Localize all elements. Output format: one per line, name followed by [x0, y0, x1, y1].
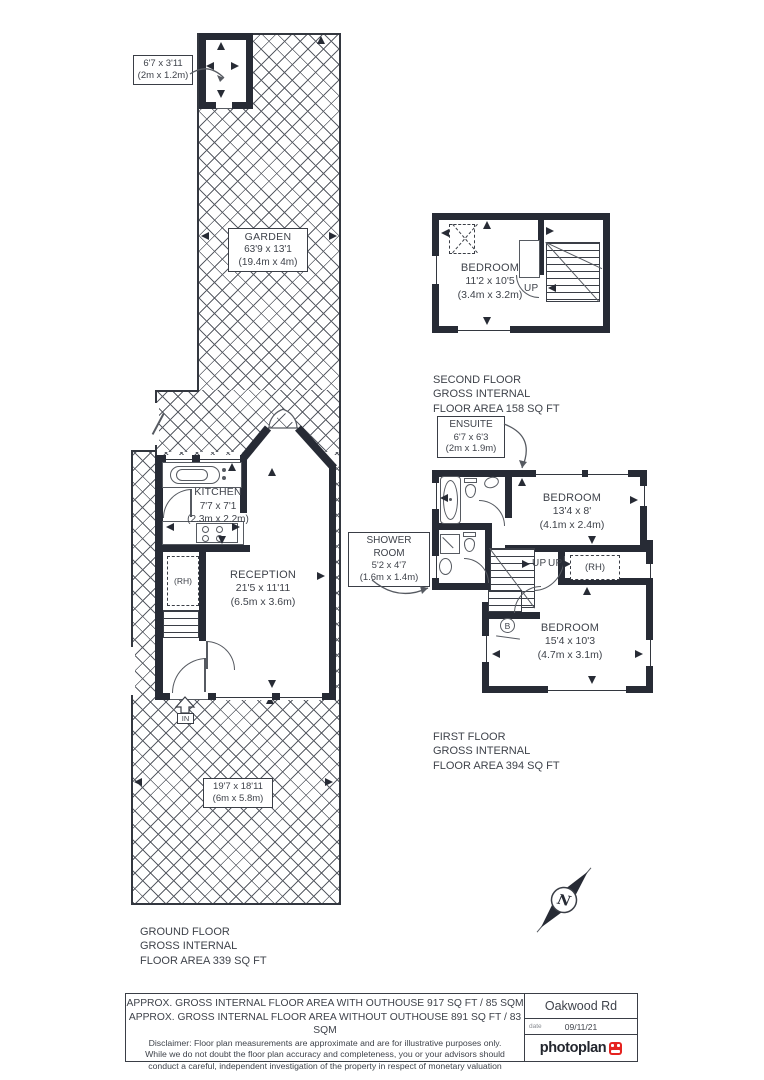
dimension-arrow: [483, 317, 491, 325]
bedroom-front-label: [512, 491, 632, 533]
up-label-second: UP: [524, 283, 539, 294]
ensuite-dims-ft: 6'7 x 6'3: [453, 431, 489, 443]
dimension-arrow: [329, 232, 337, 240]
footer-left: [126, 994, 524, 1071]
window: [216, 693, 272, 700]
front-garden-dims-m: (6m x 5.8m): [212, 792, 264, 804]
dimension-arrow: [231, 62, 239, 70]
dimension-arrow: [134, 778, 142, 786]
kitchen-name: KITCHEN: [194, 486, 242, 498]
footer-box: [125, 993, 638, 1071]
garden-dims-m: (19.4m x 4m): [238, 256, 298, 268]
hob-ring: [216, 526, 223, 533]
dimension-arrow: [217, 42, 225, 50]
bedroom-dims-m: (3.4m x 3.2m): [457, 288, 523, 301]
bedroom-dims-ft: 13'4 x 8': [552, 505, 592, 518]
caption-line: FLOOR AREA 394 SQ FT: [433, 759, 560, 772]
date-value: 09/11/21: [564, 1021, 598, 1032]
wall: [155, 455, 163, 700]
in-text: IN: [181, 714, 190, 723]
dimension-arrow: [218, 536, 226, 544]
dimension-arrow: [635, 650, 643, 658]
caption-line: GROSS INTERNAL: [140, 940, 238, 953]
garden-boundary-step1: [155, 390, 199, 392]
compass-icon: [522, 858, 606, 942]
garden-name: GARDEN: [244, 231, 292, 243]
dimension-arrow: [317, 36, 325, 44]
dimension-arrow: [492, 650, 500, 658]
disclaimer-line: Disclaimer: Floor plan measurements are approximate and are for illustrative purposes only.: [148, 1037, 502, 1048]
kitchen-sink-basin: [176, 469, 208, 481]
drain: [449, 498, 452, 501]
compass-north-label: N: [555, 891, 572, 911]
window: [646, 640, 653, 666]
outhouse-label: [133, 55, 193, 85]
rh-box-ground: [167, 556, 199, 606]
kitchen-dims-ft: 7'7 x 7'1: [199, 500, 237, 512]
dimension-arrow: [518, 478, 526, 486]
up-label-2: UP: [548, 558, 563, 569]
area-without-outhouse: APPROX. GROSS INTERNAL FLOOR AREA WITHOUT OUTHOUSE 891 SQ FT / 83 SQM: [128, 1011, 522, 1037]
window: [548, 686, 626, 693]
bedroom-dims-m: (4.1m x 2.4m): [539, 518, 605, 531]
bedroom-dims-m: (4.7m x 3.1m): [537, 648, 603, 661]
dimension-arrow: [441, 229, 449, 237]
dimension-arrow: [268, 680, 276, 688]
footer-right: [524, 994, 637, 1061]
basin: [439, 558, 452, 575]
window: [166, 455, 192, 462]
wall: [329, 464, 336, 700]
kitchen-dims-m: (2.3m x 2.2m): [187, 513, 249, 525]
area-with-outhouse: APPROX. GROSS INTERNAL FLOOR AREA WITH OUTHOUSE 917 SQ FT / 85 SQM: [126, 998, 524, 1009]
dimension-arrow: [217, 90, 225, 98]
window: [458, 326, 510, 333]
window: [482, 636, 489, 662]
rh-label: (RH): [584, 562, 606, 573]
front-garden-label: [203, 778, 273, 808]
stairs-ground: [163, 610, 199, 638]
door-leaf: [204, 658, 206, 692]
photoplan-logo-icon: [609, 1042, 622, 1055]
hob-ring: [202, 526, 209, 533]
wall: [603, 213, 610, 333]
wall: [646, 540, 653, 693]
photoplan-logo: [525, 1035, 637, 1061]
window: [536, 470, 582, 477]
dimension-arrow: [588, 676, 596, 684]
window: [432, 483, 439, 509]
outhouse-pointer-arrow: [188, 62, 230, 90]
dimension-arrow: [268, 468, 276, 476]
bedroom-dims-ft: 15'4 x 10'3: [544, 635, 596, 648]
window: [432, 556, 439, 578]
ground-floor-caption: [140, 925, 267, 968]
shower-room-dims-ft: 5'2 x 4'7: [371, 560, 407, 571]
ensuite-name: ENSUITE: [449, 419, 493, 430]
garden-boundary-bottom: [131, 903, 341, 905]
reception-dims-m: (6.5m x 3.6m): [230, 595, 296, 608]
caption-line: SECOND FLOOR: [433, 374, 522, 386]
shower-room-name: SHOWER ROOM: [366, 535, 412, 559]
bedroom-dims-ft: 11'2 x 10'5: [465, 275, 515, 288]
boiler-label: B: [504, 620, 511, 631]
date-label: date: [529, 1023, 542, 1030]
skylight: [449, 224, 475, 254]
dimension-arrow: [228, 463, 236, 471]
window: [280, 693, 322, 700]
address-title: Oakwood Rd: [525, 994, 637, 1019]
tap: [222, 476, 226, 480]
dimension-arrow: [588, 536, 596, 544]
reception-name: RECEPTION: [230, 569, 296, 581]
stair-direction-arrow: [522, 560, 530, 568]
dimension-arrow: [546, 227, 554, 235]
ensuite-label: [437, 416, 505, 458]
hob-ring: [202, 535, 209, 542]
bedroom-back-label: [510, 621, 630, 663]
caption-line: GROSS INTERNAL: [433, 745, 531, 758]
caption-line: FIRST FLOOR: [433, 731, 506, 743]
up-label-1: UP: [532, 558, 547, 569]
reception-dims-ft: 21'5 x 11'11: [235, 582, 291, 595]
wall: [432, 583, 492, 590]
wall: [432, 213, 610, 220]
toilet-cistern: [464, 478, 477, 483]
dimension-arrow: [201, 232, 209, 240]
date-row: [525, 1019, 637, 1035]
first-floor-caption: [433, 730, 560, 773]
window: [200, 455, 240, 462]
bedroom-name: BEDROOM: [540, 622, 600, 634]
outhouse-dims-m: (2m x 1.2m): [137, 69, 189, 81]
garden-boundary-step2: [131, 450, 157, 452]
window: [588, 470, 628, 477]
window: [640, 486, 647, 506]
caption-line: GROSS INTERNAL: [433, 388, 531, 401]
dimension-arrow: [583, 587, 591, 595]
disclaimer-line: While we do not doubt the floor plan accuracy and completeness, you or your advisors should: [145, 1049, 505, 1060]
in-label: [177, 713, 194, 724]
garden-dims-ft: 63'9 x 13'1: [244, 244, 292, 256]
toilet-cistern: [463, 532, 476, 537]
rh-label: (RH): [174, 576, 192, 586]
dimension-arrow: [440, 494, 448, 502]
shower-room-dims-m: (1.6m x 1.4m): [359, 571, 419, 583]
dimension-arrow: [317, 572, 325, 580]
tap: [222, 468, 226, 472]
second-floor-caption: [433, 373, 560, 416]
rh-box-first: [570, 555, 620, 580]
disclaimer-line: conduct a careful, independent investigation of the property in respect of monetary valuation: [148, 1060, 502, 1071]
dimension-arrow: [630, 496, 638, 504]
bedroom-name: BEDROOM: [460, 262, 520, 274]
brand-name: photoplan: [539, 1040, 607, 1056]
caption-line: GROUND FLOOR: [140, 926, 230, 938]
second-bedroom-label: [430, 261, 550, 303]
reception-label: [203, 568, 323, 610]
outhouse-threshold: [216, 108, 232, 109]
ensuite-dims-m: (2m x 1.9m): [445, 443, 497, 455]
front-garden-dims-ft: 19'7 x 18'11: [213, 781, 263, 792]
dimension-arrow: [483, 221, 491, 229]
caption-line: FLOOR AREA 158 SQ FT: [433, 402, 560, 415]
garden-label: [228, 228, 308, 272]
bedroom-name: BEDROOM: [542, 492, 602, 504]
kitchen-label: [168, 486, 268, 526]
outhouse-dims-ft: 6'7 x 3'11: [143, 58, 183, 69]
garden-bay-doors: [235, 400, 340, 478]
caption-line: FLOOR AREA 339 SQ FT: [140, 954, 267, 967]
side-gate-gap: [129, 647, 135, 695]
ensuite-pointer-arrow: [500, 420, 540, 478]
shower-pointer-arrow: [368, 576, 436, 602]
dimension-arrow: [325, 778, 333, 786]
